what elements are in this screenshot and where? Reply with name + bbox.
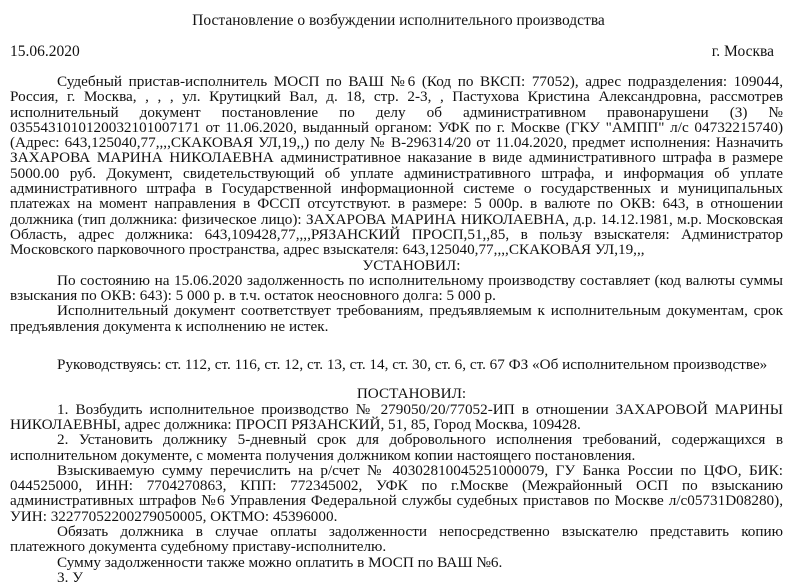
established-paragraph-2: Исполнительный документ соответствует требованиям, предъявляемым к исполнительным документам, срок предъявления документа к исполнению не истек. <box>10 302 783 335</box>
spacer <box>10 334 783 357</box>
payment-details: Взыскиваемую сумму перечислить на р/счет № 40302810045251000079, ГУ Банка России по ЦФО, БИК: 044525000, ИНН: 7704270863, КПП: 772345002, УФК по г.Москве (Межрайонный ОСП по взысканию административных штрафов №6 Управления Федеральной службы судебных приставов по Москве л/с05731D08280), УИН: 32277052200279050005, ОКТМО: 45396000. <box>10 461 783 525</box>
payment-option-paragraph: Сумму задолженности также можно оплатить в МОСП по ВАШ №6. <box>57 553 503 571</box>
resolved-item-3-partial: 3. У <box>57 568 83 586</box>
resolved-heading: ПОСТАНОВИЛ: <box>356 385 467 403</box>
document-body <box>10 74 783 585</box>
established-paragraph-1: По состоянию на 15.06.2020 задолженность по исполнительному производству составляет (код валюты суммы взыскания по ОКВ: 643): 5 000 р. в т.ч. остаток неосновного долга: 5 000 р. <box>10 271 783 305</box>
resolved-item-2: 2. Установить должнику 5-дневный срок для добровольного исполнения требований, содержащихся в исполнительном документе, с момента получения должником копии настоящего постановления. <box>10 431 783 464</box>
intro-paragraph: Судебный пристав-исполнитель МОСП по ВАШ №6 (Код по ВКСП: 77052), адрес подразделения: 109044, Россия, г. Москва, , , , ул. Крутицкий Вал, д. 18, стр. 2-3, , Пастухова Кристина Александровна, рассмотрев исполнительный документ постановление по делу об административном правонарушени (3) № 0355431010120032101007171 от 11.06.2020, выданный органом: УФК по г. Москве (ГКУ "АМПП" л/с 04732215740) (Адрес: 643,125040,77,,,,СКАКОВАЯ УЛ,19,,) по делу № В-296314/20 от 11.04.2020, предмет исполнения: Назначить ЗАХАРОВА МАРИНА НИКОЛАЕВНА административное наказание в виде административного штрафа в размере 5000.00 руб. Документ, свидетельствующий об уплате административного штрафа, и информация об уплате административного штрафа в Государственной информационной системе о государственных и муниципальных платежах на момент направления в ФССП отсутствуют. в размере: 5 000р. в валюте по ОКВ: 643, в отношении должника (тип должника: физическое лицо): ЗАХАРОВА МАРИНА НИКОЛАЕВНА, д.р. 14.12.1981, м.р. Московская Область, адрес должника: 643,109428,77,,,,РЯЗАНСКИЙ ПРОСП,51,,85, в пользу взыскателя: Администратор Московского парковочного пространства, адрес взыскателя: 643,125040,77,,,,СКАКОВАЯ УЛ,19,,, <box>10 73 783 259</box>
guided-by-paragraph: Руководствуясь: ст. 112, ст. 116, ст. 12, ст. 13, ст. 14, ст. 30, ст. 6, ст. 67 ФЗ «Об исполнительном производстве» <box>57 356 768 374</box>
document-city: г. Москва <box>711 43 774 60</box>
document-date: 15.06.2020 <box>10 43 80 60</box>
obligation-paragraph: Обязать должника в случае оплаты задолженности непосредственно взыскателю представить копию платежного документа судебному приставу-исполнителю. <box>10 523 783 556</box>
document-title: Постановление о возбуждении исполнительного производства <box>192 12 605 29</box>
resolved-item-1: 1. Возбудить исполнительное производство № 279050/20/77052-ИП в отношении ЗАХАРОВОЙ МАРИНЫ НИКОЛАЕВНЫ, адрес должника: ПРОСП РЯЗАНСКИЙ, 51, 85, Город Москва, 109428. <box>10 400 783 433</box>
spacer <box>10 372 783 386</box>
established-heading: УСТАНОВИЛ: <box>362 256 461 274</box>
